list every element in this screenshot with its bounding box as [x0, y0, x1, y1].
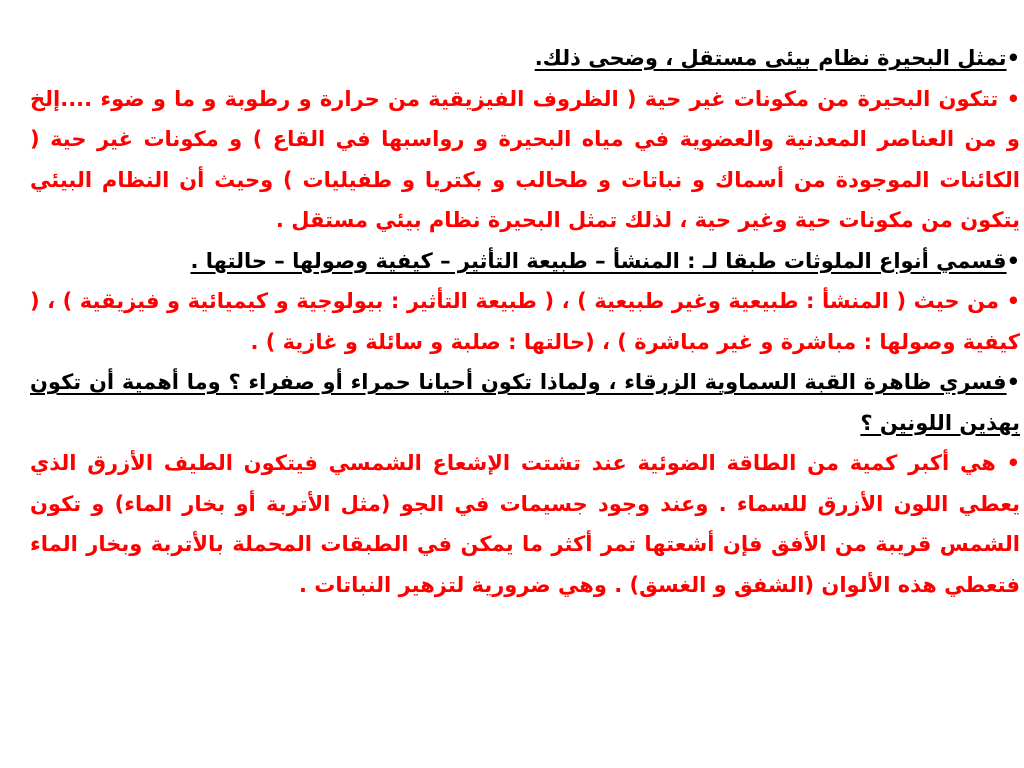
question-text: تمثل البحيرة نظام بيئى مستقل ، وضحى ذلك.: [534, 46, 1007, 70]
answer-pollutant-types: [30, 281, 1020, 362]
bullet-icon: •: [1006, 289, 1021, 313]
answer-ecosystem: [30, 79, 1020, 241]
bullet-icon: •: [1006, 451, 1020, 475]
bullet-icon: •: [1006, 46, 1020, 70]
question-text: فسري ظاهرة القبة السماوية الزرقاء ، ولماذا تكون أحيانا حمراء أو صفراء ؟ وما أهمية أن تكون بهذين اللونين ؟: [30, 370, 1020, 435]
question-pollutant-types: [30, 241, 1020, 282]
question-sky-color: [30, 362, 1020, 443]
question-ecosystem: [30, 38, 1020, 79]
bullet-icon: •: [1006, 248, 1020, 273]
answer-text: هي أكبر كمية من الطاقة الضوئية عند تشتت الإشعاع الشمسي فيتكون الطيف الأزرق الذي يعطي اللون الأزرق للسماء . وعند وجود جسيمات في الجو (مثل الأتربة أو بخار الماء) و تكون الشمس قريبة من الأفق فإن أشعتها تمر أكثر ما يمكن في الطبقات المحملة بالأتربة وبخار الماء فتعطي هذه الألوان (الشفق و الغسق) . وهي ضرورية لتزهير النباتات .: [30, 451, 1020, 597]
slide-content: [30, 38, 1020, 605]
bullet-icon: •: [1006, 370, 1020, 394]
question-text: قسمي أنواع الملوثات طبقا لـ : المنشأ – طبيعة التأثير – كيفية وصولها – حالتها .: [190, 248, 1007, 273]
bullet-icon: •: [1006, 86, 1021, 111]
answer-text: تتكون البحيرة من مكونات غير حية ( الظروف الفيزيقية من حرارة و رطوبة و ما و ضوء ....إلخ و من العناصر المعدنية والعضوية في مياه البحيرة و رواسبها في القاع ) و مكونات غير حية ( الكائنات الموجودة من أسماك و نباتات و طحالب و بكتريا و طفيليات ) وحيث أن النظام البيئي يتكون من مكونات حية وغير حية ، لذلك تمثل البحيرة نظام بيئي مستقل .: [30, 86, 1020, 232]
answer-text: من حيث ( المنشأ : طبيعية وغير طبيعية ) ، ( طبيعة التأثير : بيولوجية و كيميائية و فيزيقية ) ، ( كيفية وصولها : مباشرة و غير مباشرة ) ، (حالتها : صلبة و سائلة و غازية ) .: [30, 289, 1020, 354]
answer-sky-color: [30, 443, 1020, 605]
